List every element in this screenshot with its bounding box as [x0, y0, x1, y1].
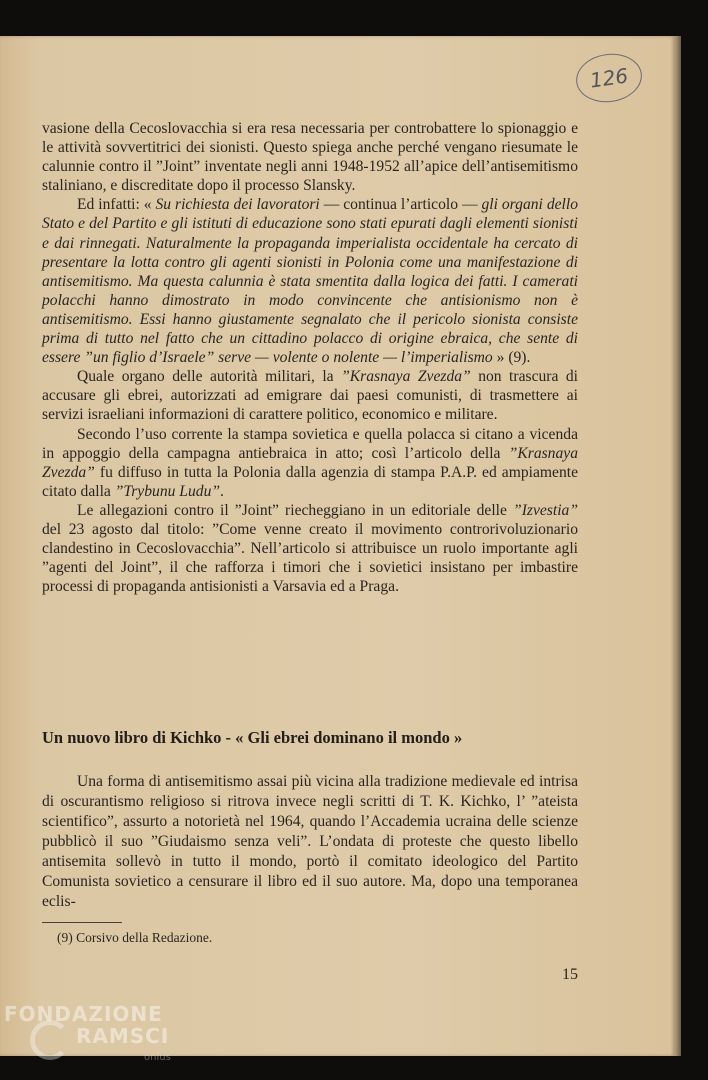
italic-text: Su richiesta dei lavoratori [155, 196, 320, 214]
paragraph [42, 367, 578, 424]
page-number: 15 [562, 966, 578, 983]
watermark-logo [4, 1002, 204, 1072]
text-run: Ed infatti: « [77, 196, 156, 214]
text-run: del 23 agosto dal titolo: ”Come venne creato il movimento controrivoluzionario clandestino in Cecoslovacchia”. Nell’articolo si attribuisce un ruolo importante agli ”agenti del Joint”, il che rafforza i timori che i sovietici insistano per imbastire processi di propaganda antisionisti a Varsavia ed a Praga. [42, 520, 578, 596]
footnote-rule [42, 922, 122, 923]
paragraph [42, 119, 578, 195]
footnote: (9) Corsivo della Redazione. [57, 930, 213, 945]
section-paragraph: Una forma di antisemitismo assai più vicina alla tradizione medievale ed intrisa di oscurantismo religioso si ritrova invece negli scritti di T. K. Kichko, l’ ”ateista scientifico”, assurto a notorietà nel 1964, quando l’Accademia ucraina delle scienze pubblicò il suo ”Giudaismo senza veli”. L’ondata di proteste che questo libello antisemita sollevò in tutto il mondo, portò il comitato ideologico del Partito Comunista sovietico a censurare il libro ed il suo autore. Ma, dopo una temporanea eclis- [42, 773, 578, 910]
italic-text: ”Trybunu Ludu” [114, 482, 221, 500]
paragraph [42, 501, 578, 596]
section-body [42, 772, 578, 912]
watermark-suffix: onlus [144, 1052, 171, 1063]
italic-text: ”Izvestia” [513, 501, 578, 519]
text-run: Quale organo delle autorità militari, la [77, 368, 342, 386]
text-run: — continua l’articolo — [319, 196, 482, 214]
italic-text: gli organi dello Stato e del Partito e gli istituti di educazione sono stati epurati dagli elementi sionisti e dai rinnegati. Naturalmente la propaganda imperialista occidentale ha cercato di presentare la lotta contro gli agenti sionisti in Polonia come una manifestazione di antisemitismo. Ma questa calunnia è stata smentita dalla logica dei fatti. I camerati polacchi hanno dimostrato in modo convincente che antisionismo non è antisemitismo. Essi hanno giustamente segnalato che il pericolo sionista consiste prima di tutto nel fatto che un cittadino polacco di origine ebraica, che sente di essere ”un figlio d’Israele” serve — volente o nolente — l’imperialismo [42, 196, 579, 367]
text-run: » (9). [492, 349, 531, 367]
archive-stamp: 126 [573, 50, 645, 107]
text-run: non trascura di accusare gli ebrei, autorizzati ad emigrare dai paesi comunisti, di trasmettere ai servizi israeliani informazioni di carattere politico, economico e militare. [42, 368, 578, 424]
watermark-line2: RAMSCI [76, 1024, 170, 1048]
text-run: fu diffuso in tutta la Polonia dalla agenzia di stampa P.A.P. ed ampiamente citato dalla [42, 463, 578, 500]
watermark-g-mark [30, 1020, 70, 1060]
text-run: . [220, 482, 224, 500]
text-run: Le allegazioni contro il ”Joint” riecheggiano in un editoriale delle [77, 501, 514, 519]
paragraph [42, 195, 578, 367]
paragraph [42, 425, 578, 501]
italic-text: ”Krasnaya Zvezda” [42, 444, 578, 481]
italic-text: ”Krasnaya Zvezda” [341, 368, 471, 386]
section-heading: Un nuovo libro di Kichko - « Gli ebrei dominano il mondo » [42, 728, 463, 747]
text-run: vasione della Cecoslovacchia si era resa necessaria per controbattere lo spionaggio e le attività sovvertitrici dei sionisti. Questo spiega anche perché vengano riesumate le calunnie contro il ”Joint” inventate negli anni 1948-1952 all’apice dell’antisemitismo staliniano, e discreditate dopo il processo Slansky. [42, 120, 578, 195]
page-edge [675, 36, 681, 1056]
text-run: Secondo l’uso corrente la stampa sovietica e quella polacca si citano a vicenda in appoggio della campagna antiebraica in atto; così l’articolo della [42, 425, 578, 462]
watermark-line1: FONDAZIONE [4, 1002, 163, 1026]
article-body [42, 119, 578, 596]
